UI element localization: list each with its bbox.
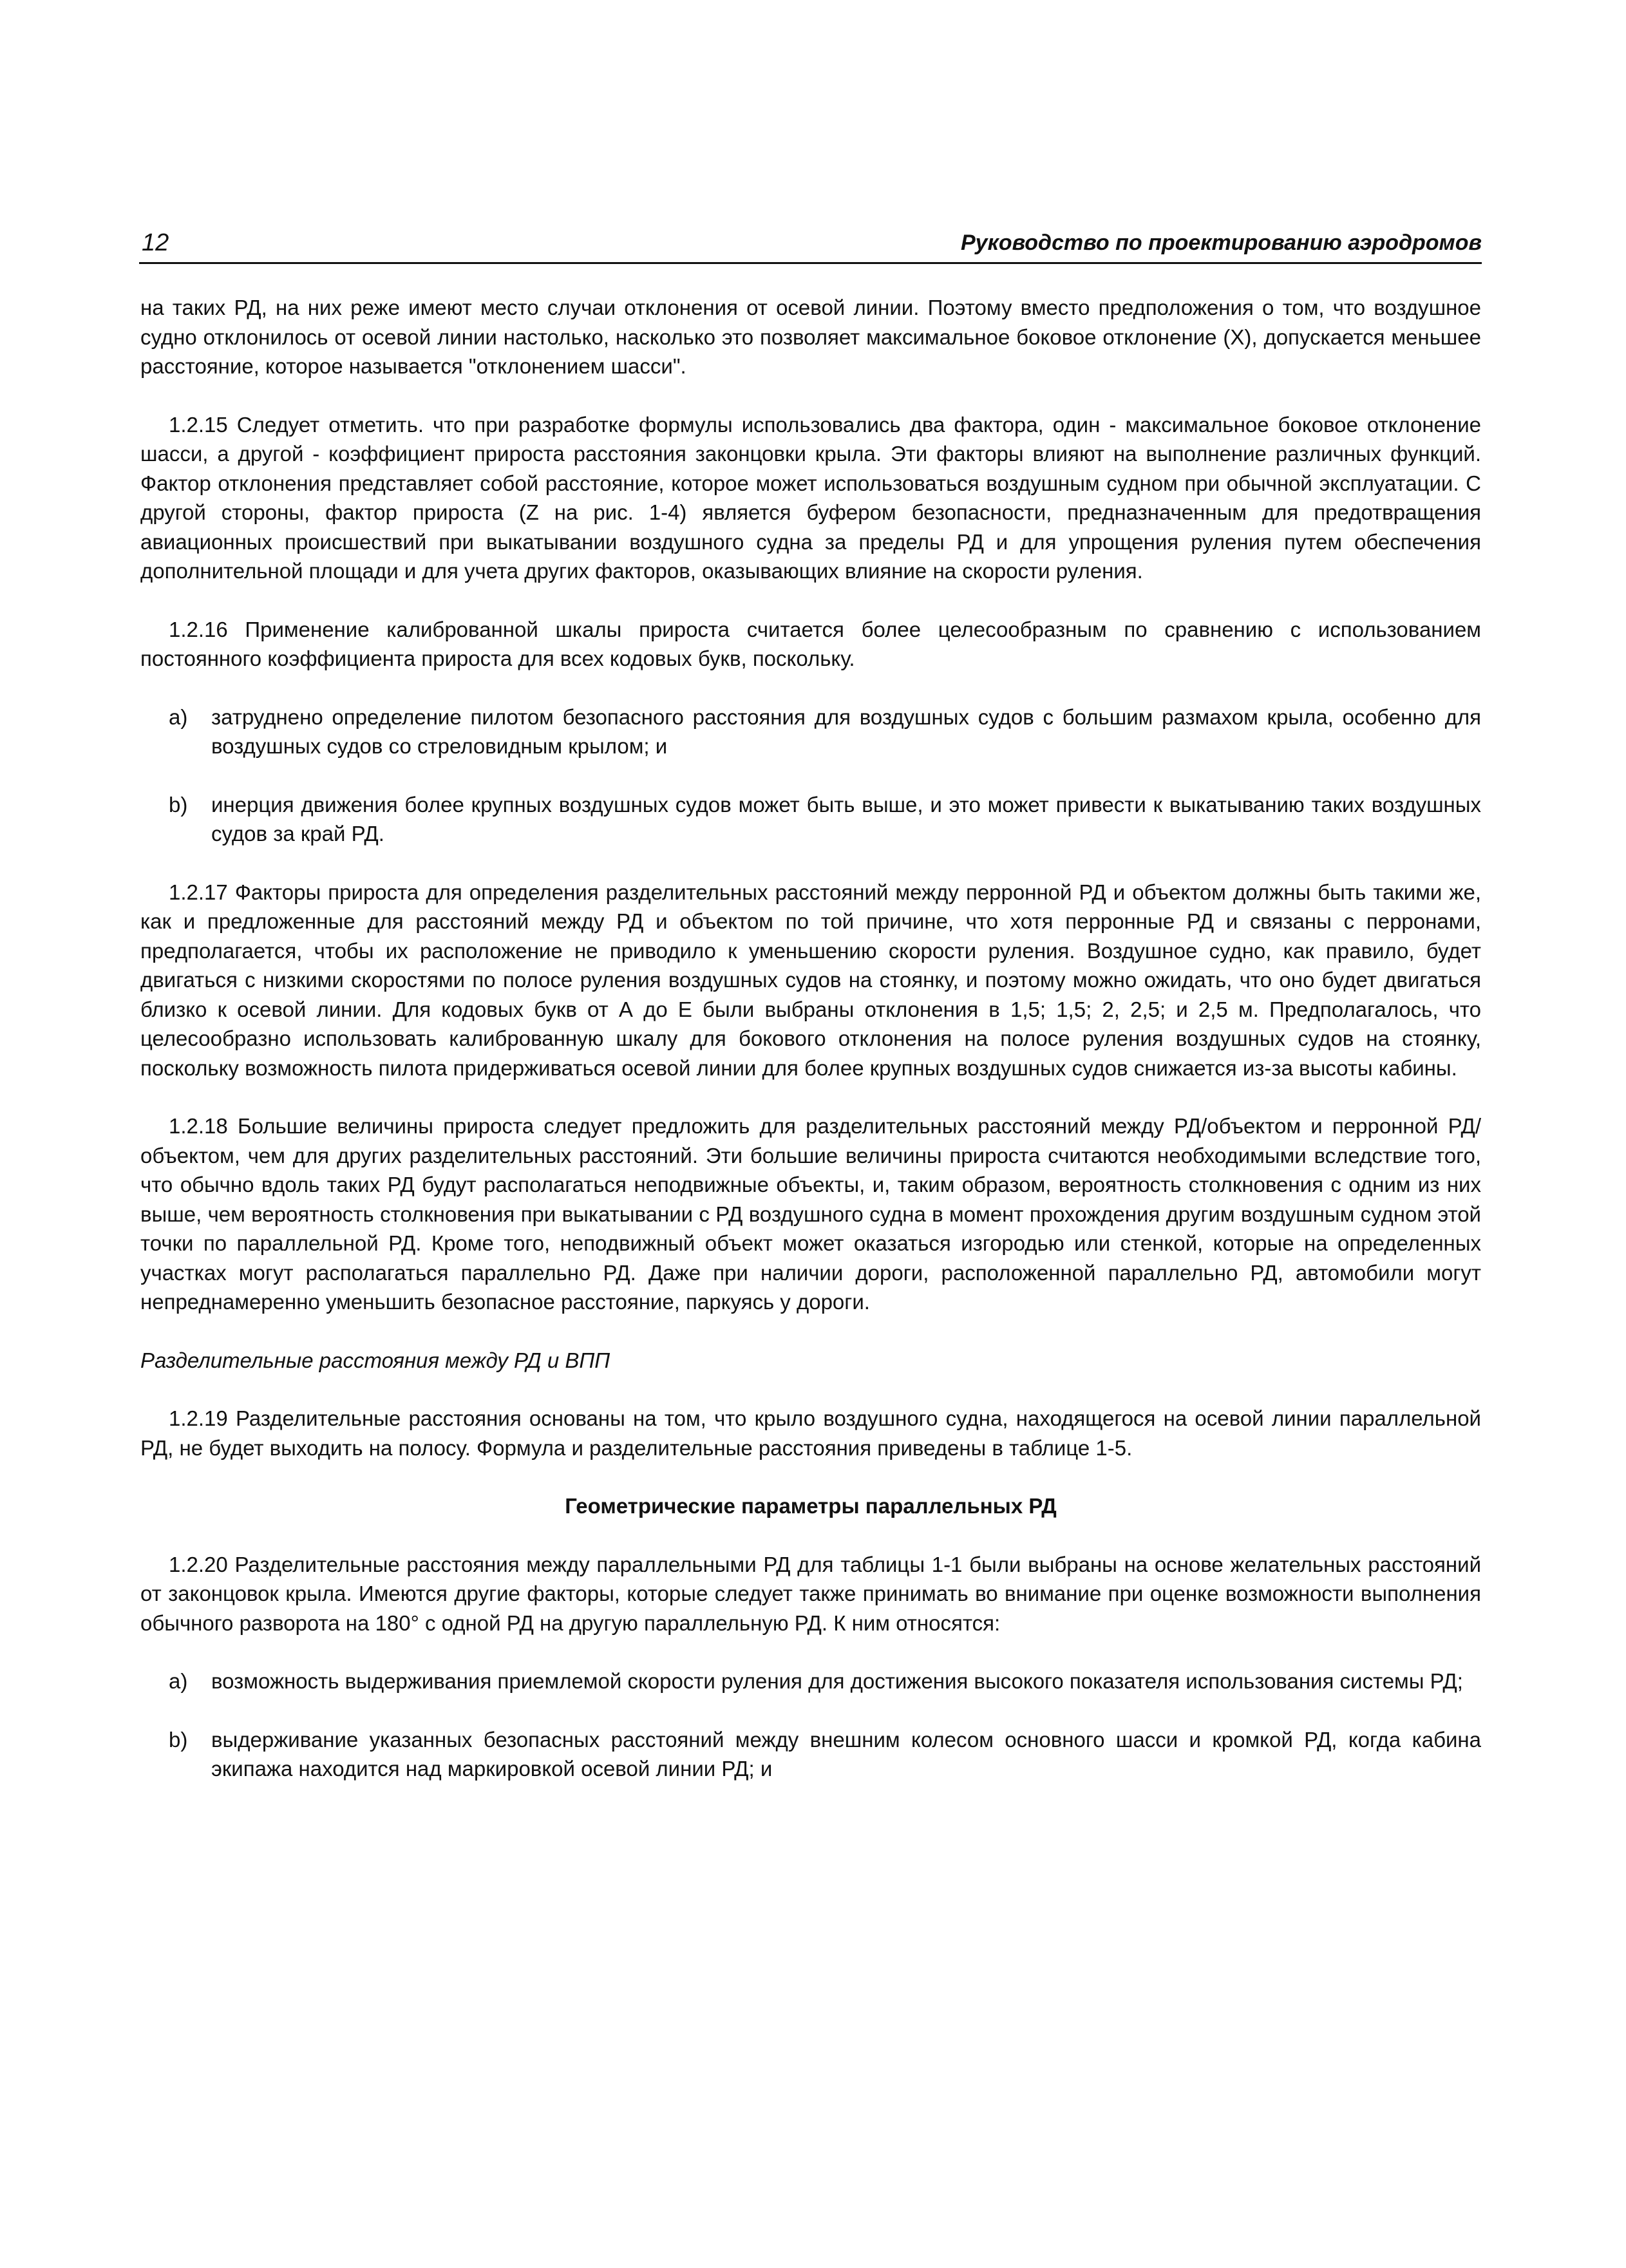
- paragraph-1-2-19: [140, 1404, 1481, 1462]
- list-item: [140, 1667, 1481, 1696]
- paragraph-1-2-20: [140, 1550, 1481, 1638]
- paragraph-number: 1.2.19: [169, 1406, 228, 1430]
- list-item: [140, 1725, 1481, 1784]
- list-marker: a): [169, 1669, 188, 1693]
- list-item: [140, 790, 1481, 849]
- section-title: Геометрические параметры параллельных РД: [565, 1494, 1057, 1518]
- subheading-rd-vpp: Разделительные расстояния между РД и ВПП: [140, 1348, 610, 1372]
- paragraph-intro: на таких РД, на них реже имеют место случаи отклонения от осевой линии. Поэтому вместо предположения о том, что воздушное судно отклонилось от осевой линии настолько, насколько это позволяет максимальное боковое отклонение (X), допускается меньшее расстояние, которое называется "отклонением шасси".: [140, 296, 1481, 378]
- paragraph-1-2-16: [140, 615, 1481, 674]
- list-item-text: выдерживание указанных безопасных расстояний между внешним колесом основного шасси и кромкой РД, когда кабина экипажа находится над маркировкой осевой линии РД; и: [211, 1727, 1481, 1781]
- list-item-text: возможность выдерживания приемлемой скорости руления для достижения высокого показателя использования системы РД;: [211, 1669, 1463, 1693]
- paragraph-number: 1.2.15: [169, 412, 228, 437]
- list-marker: b): [169, 792, 188, 817]
- body-text: [140, 293, 1481, 1813]
- paragraph-text: Разделительные расстояния основаны на том, что крыло воздушного судна, находящегося на осевой линии параллельной РД, не будет выходить на полосу. Формула и разделительные расстояния приведены в таблице 1-5.: [140, 1406, 1481, 1460]
- paragraph-text: Большие величины прироста следует предложить для разделительных расстояний между РД/объектом и перронной РД/объектом, чем для других разделительных расстояний. Эти большие величины прироста считаются необходимыми вследствие того, что обычно вдоль таких РД будут располагаться неподвижные объекты, и, таким образом, вероятность столкновения с одним из них выше, чем вероятность столкновения при выкатывании с РД воздушного судна в момент прохождения другим воздушным судном этой точки по параллельной РД. Кроме того, неподвижный объект может оказаться изгородью или стенкой, которые на определенных участках могут располагаться параллельно РД. Даже при наличии дороги, расположенной параллельно РД, автомобили могут непреднамеренно уменьшить безопасное расстояние, паркуясь у дороги.: [140, 1114, 1481, 1314]
- paragraph-text: Следует отметить. что при разработке формулы использовались два фактора, один - максимальное боковое отклонение шасси, а другой - коэффициент прироста расстояния законцовки крыла. Эти факторы влияют на выполнение различных функций. Фактор отклонения представляет собой расстояние, которое может использоваться воздушным судном при обычной эксплуатации. С другой стороны, фактор прироста (Z на рис. 1-4) является буфером безопасности, предназначенным для предотвращения авиационных происшествий при выкатывании воздушного судна за пределы РД и для упрощения руления путем обеспечения дополнительной площади и для учета других факторов, оказывающих влияние на скорости руления.: [140, 412, 1481, 583]
- running-title: Руководство по проектированию аэродромов: [961, 231, 1482, 255]
- paragraph-number: 1.2.16: [169, 617, 228, 641]
- list-1-2-16: [140, 703, 1481, 849]
- list-marker: b): [169, 1727, 188, 1752]
- list-marker: a): [169, 704, 188, 729]
- page-header: [139, 229, 1482, 264]
- list-1-2-20: [140, 1667, 1481, 1784]
- paragraph-1-2-17: [140, 878, 1481, 1083]
- list-item-text: инерция движения более крупных воздушных судов может быть выше, и это может привести к выкатыванию таких воздушных судов за край РД.: [211, 792, 1481, 846]
- paragraph-number: 1.2.18: [169, 1114, 228, 1138]
- page-number: 12: [142, 229, 169, 256]
- paragraph-number: 1.2.17: [169, 880, 228, 904]
- list-item: [140, 703, 1481, 761]
- paragraph-number: 1.2.20: [169, 1552, 228, 1576]
- paragraph-1-2-15: [140, 410, 1481, 586]
- paragraph-text: Факторы прироста для определения разделительных расстояний между перронной РД и объектом должны быть такими же, как и предложенные для расстояний между РД и объектом по той причине, что хотя перронные РД и связаны с перронами, предполагается, чтобы их расположение не приводило к уменьшению скорости руления. Воздушное судно, как правило, будет двигаться с низкими скоростями по полосе руления воздушных судов на стоянку, и поэтому можно ожидать, что оно будет двигаться близко к осевой линии. Для кодовых букв от А до Е были выбраны отклонения в 1,5; 1,5; 2, 2,5; и 2,5 м. Предполагалось, что целесообразно использовать калиброванную шкалу для бокового отклонения на полосе руления воздушных судов на стоянку, поскольку возможность пилота придерживаться осевой линии для более крупных воздушных судов снижается из-за высоты кабины.: [140, 880, 1481, 1080]
- paragraph-1-2-18: [140, 1111, 1481, 1317]
- paragraph-text: Разделительные расстояния между параллельными РД для таблицы 1-1 были выбраны на основе желательных расстояний от законцовок крыла. Имеются другие факторы, которые следует также принимать во внимание при оценке возможности выполнения обычного разворота на 180° с одной РД на другую параллельную РД. К ним относятся:: [140, 1552, 1481, 1635]
- list-item-text: затруднено определение пилотом безопасного расстояния для воздушных судов с большим размахом крыла, особенно для воздушных судов со стреловидным крылом; и: [211, 704, 1481, 758]
- paragraph-text: Применение калиброванной шкалы прироста считается более целесообразным по сравнению с использованием постоянного коэффициента прироста для всех кодовых букв, поскольку.: [140, 617, 1481, 670]
